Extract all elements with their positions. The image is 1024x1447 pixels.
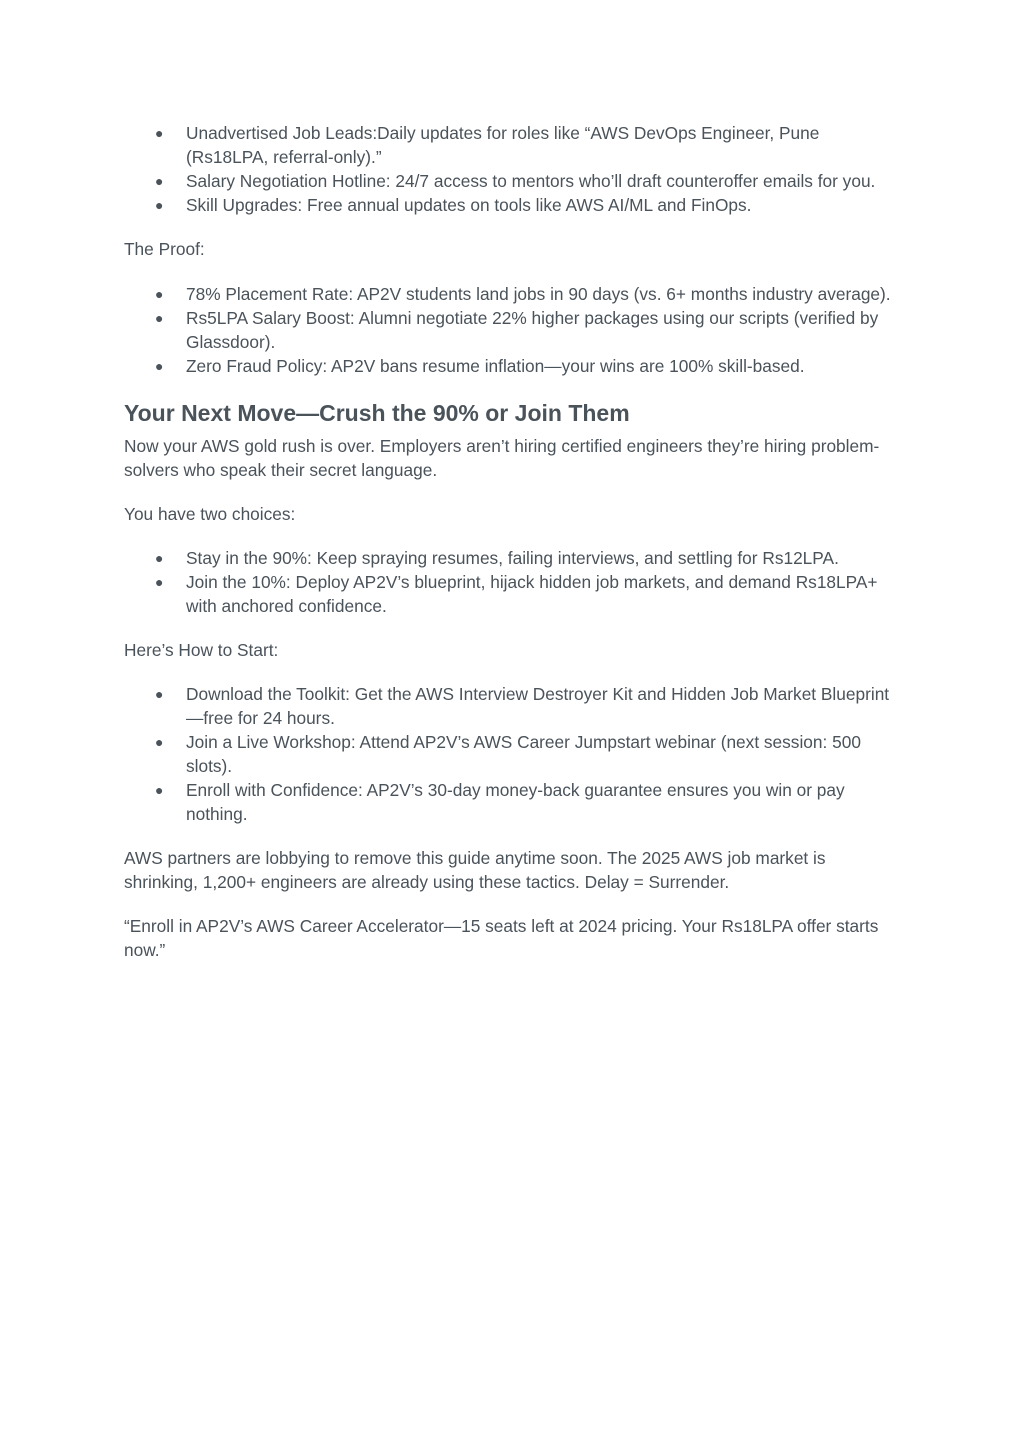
list-item-text: Salary Negotiation Hotline: 24/7 access to mentors who’ll draft counteroffer emails for you. (186, 171, 876, 191)
bullet-icon: ● (155, 125, 164, 141)
list-item-text: Skill Upgrades: Free annual updates on tools like AWS AI/ML and FinOps. (186, 195, 752, 215)
section-title: Your Next Move—Crush the 90% or Join Them (124, 400, 630, 426)
proof-list (124, 282, 900, 378)
list-item (124, 282, 900, 306)
list-item-text: Zero Fraud Policy: AP2V bans resume inflation—your wins are 100% skill-based. (186, 356, 805, 376)
document-page (124, 121, 900, 962)
bullet-icon: ● (155, 173, 164, 189)
list-item (124, 682, 900, 730)
bullet-icon: ● (155, 286, 164, 302)
intro-paragraph: Now your AWS gold rush is over. Employers aren’t hiring certified engineers they’re hiring problem-solvers who speak their secret language. (124, 436, 880, 480)
bullet-icon: ● (155, 782, 164, 798)
warning-paragraph: AWS partners are lobbying to remove this guide anytime soon. The 2025 AWS job market is shrinking, 1,200+ engineers are already using these tactics. Delay = Surrender. (124, 848, 826, 892)
list-item-text: Stay in the 90%: Keep spraying resumes, failing interviews, and settling for Rs12LPA. (186, 548, 839, 568)
list-item (124, 354, 900, 378)
bullet-icon: ● (155, 574, 164, 590)
bullet-icon: ● (155, 197, 164, 213)
start-list (124, 682, 900, 826)
choices-list (124, 546, 900, 618)
bullet-icon: ● (155, 358, 164, 374)
list-item-text: Join a Live Workshop: Attend AP2V’s AWS Career Jumpstart webinar (next session: 500 slots). (186, 732, 861, 776)
list-item (124, 778, 900, 826)
list-item (124, 193, 900, 217)
bullet-icon: ● (155, 550, 164, 566)
bullet-icon: ● (155, 310, 164, 326)
list-item (124, 730, 900, 778)
list-item-text: Enroll with Confidence: AP2V’s 30-day money-back guarantee ensures you win or pay nothing. (186, 780, 845, 824)
benefits-list (124, 121, 900, 217)
start-heading: Here’s How to Start: (124, 640, 279, 660)
list-item (124, 570, 900, 618)
list-item-text: Download the Toolkit: Get the AWS Interview Destroyer Kit and Hidden Job Market Blueprint—free for 24 hours. (186, 684, 890, 728)
bullet-icon: ● (155, 686, 164, 702)
list-item-text: 78% Placement Rate: AP2V students land jobs in 90 days (vs. 6+ months industry average). (186, 284, 891, 304)
list-item-text: Rs5LPA Salary Boost: Alumni negotiate 22% higher packages using our scripts (verified by Glassdoor). (186, 308, 879, 352)
choices-heading: You have two choices: (124, 504, 296, 524)
list-item (124, 306, 900, 354)
list-item (124, 121, 900, 169)
list-item (124, 546, 900, 570)
list-item (124, 169, 900, 193)
closing-quote: “Enroll in AP2V’s AWS Career Accelerator—15 seats left at 2024 pricing. Your Rs18LPA offer starts now.” (124, 916, 879, 960)
bullet-icon: ● (155, 734, 164, 750)
list-item-text: Unadvertised Job Leads:Daily updates for roles like “AWS DevOps Engineer, Pune (Rs18LPA, referral-only).” (186, 123, 820, 167)
proof-heading: The Proof: (124, 239, 205, 259)
list-item-text: Join the 10%: Deploy AP2V’s blueprint, hijack hidden job markets, and demand Rs18LPA+ with anchored confidence. (186, 572, 878, 616)
